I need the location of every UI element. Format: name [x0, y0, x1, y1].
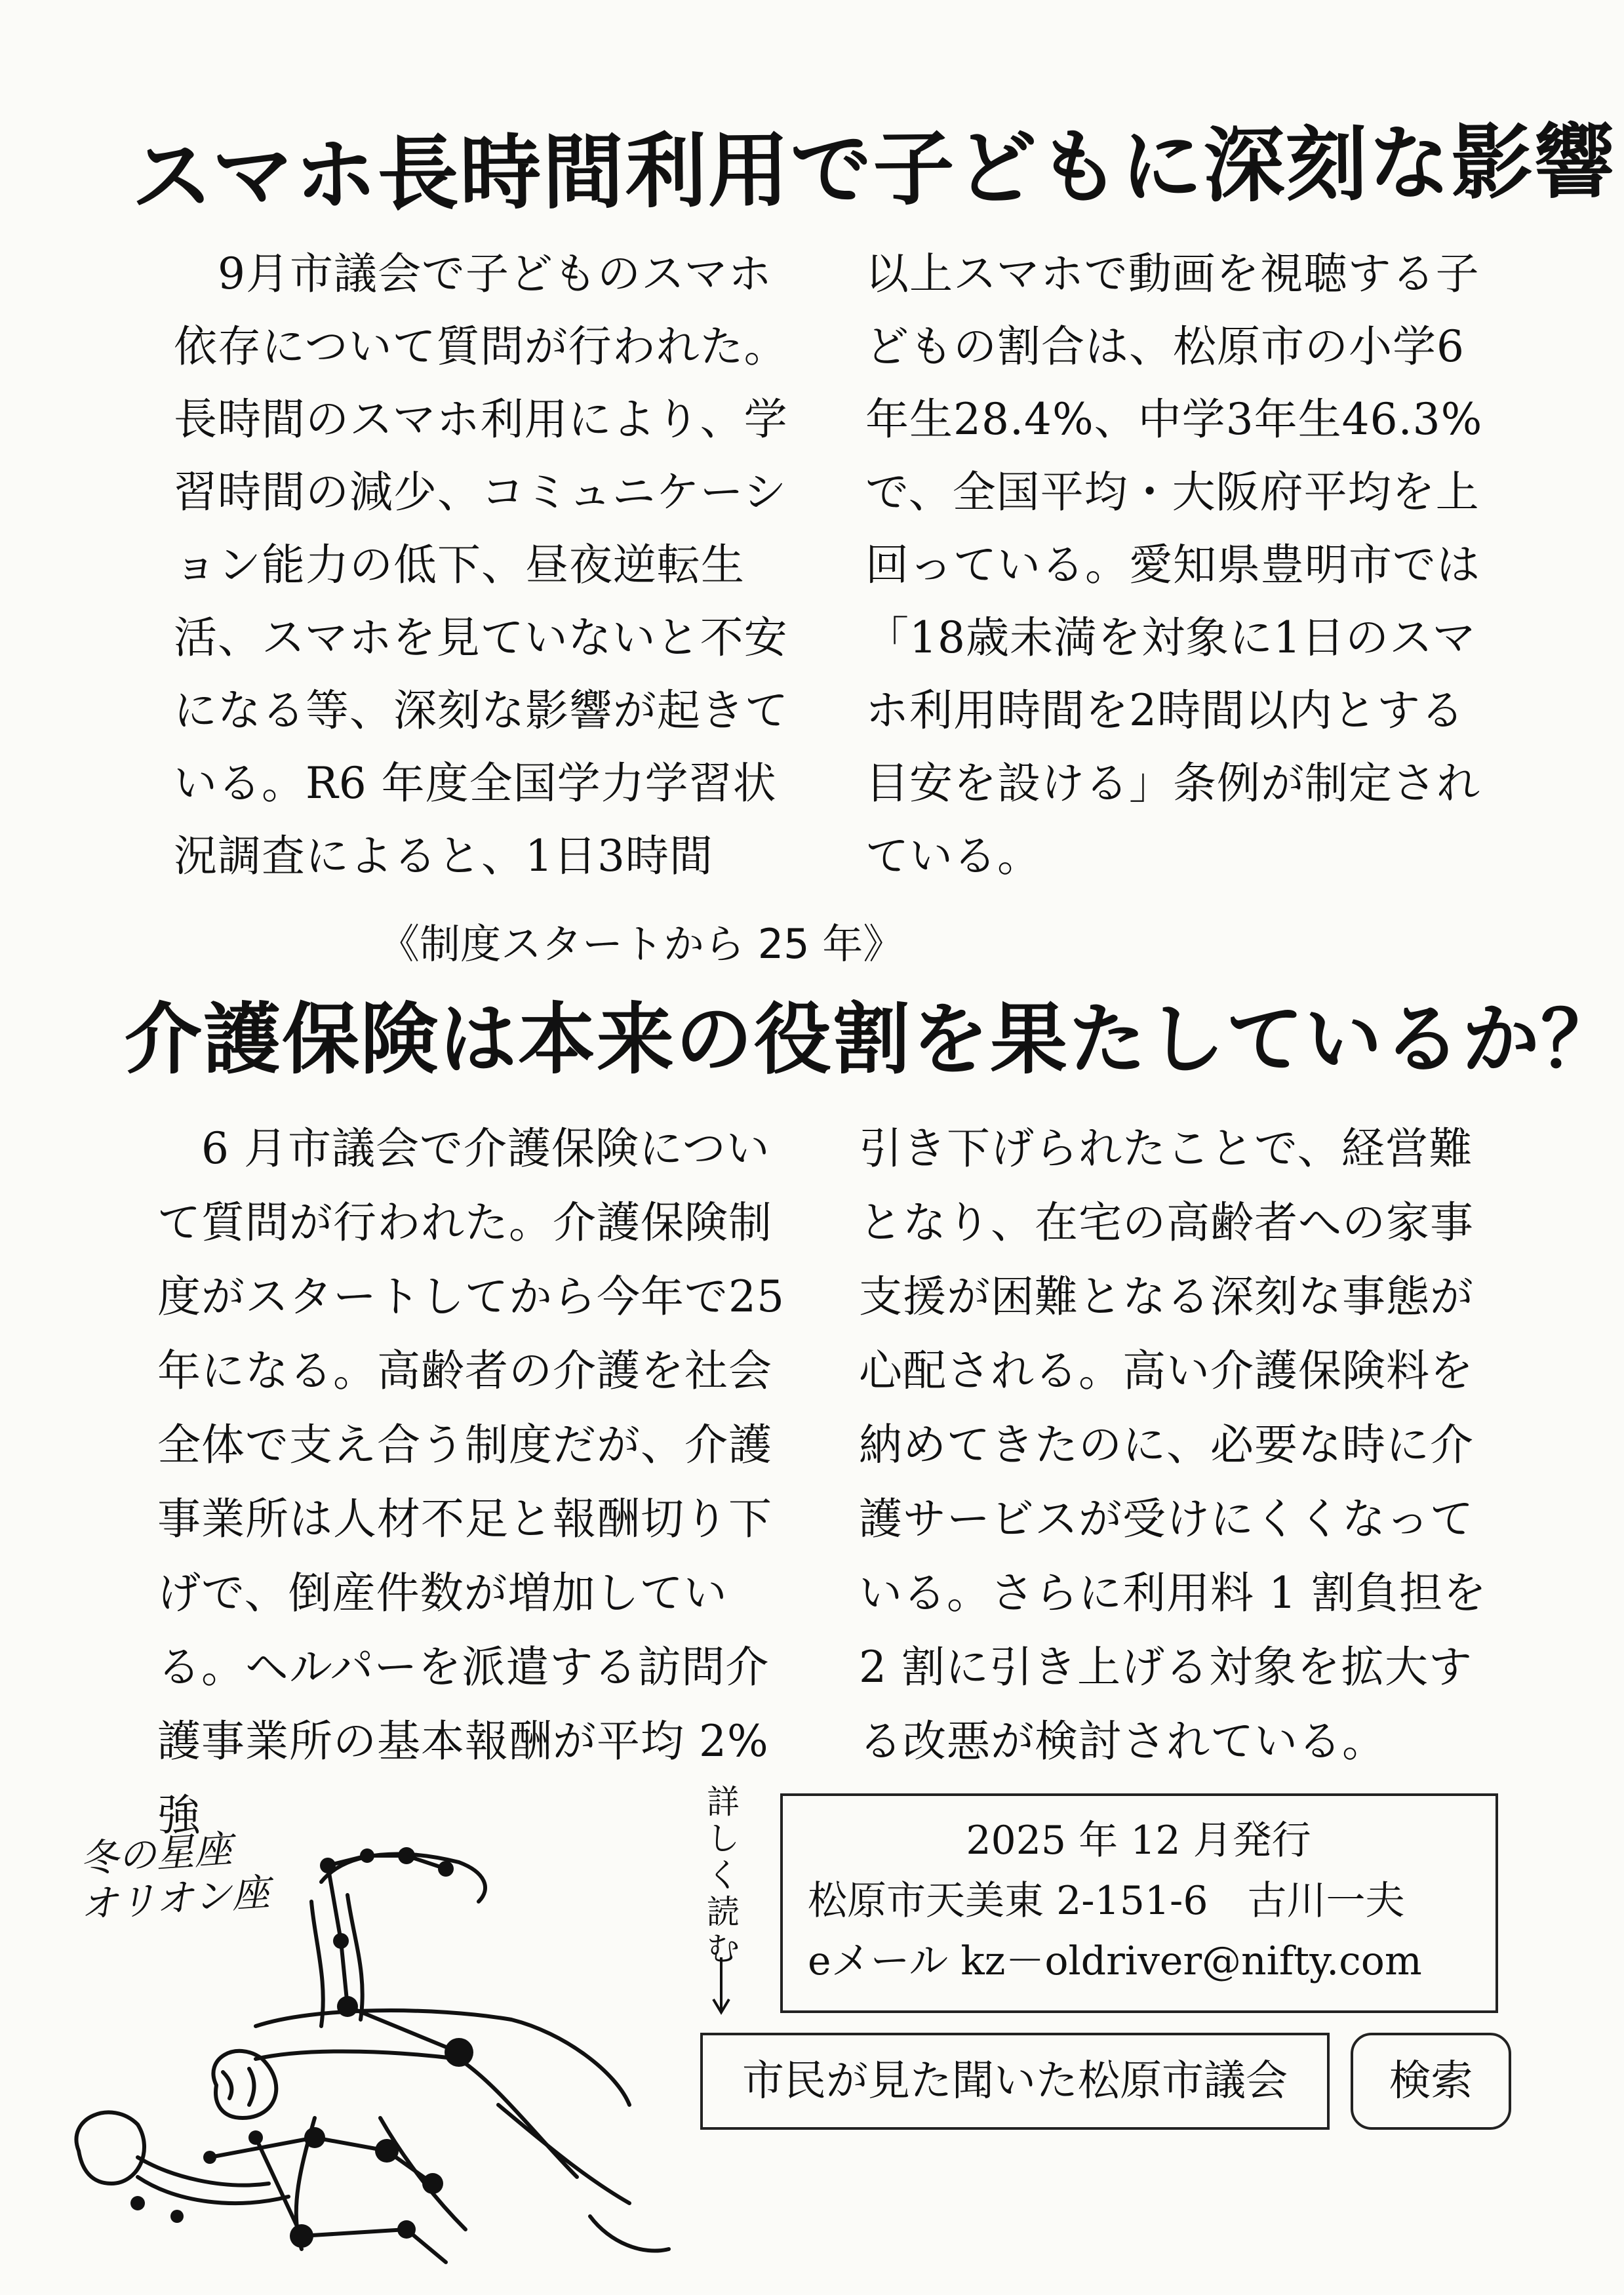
publisher-email: eメール kz－oldriver@nifty.com — [808, 1938, 1422, 1984]
constellation-caption-line2: オリオン座 — [78, 1869, 271, 1928]
article1-paragraph-left: 9月市議会で子どものスマホ依存について質問が行われた。長時間のスマホ利用により、学習時間の減少、コミュニケーション能力の低下、昼夜逆転生活、スマホを見ていないと不安になる等、深刻な影響が起きている。R6 年度全国学力学習状況調査によると、1日3時間 — [174, 249, 789, 881]
search-button: 検索 — [1351, 2033, 1511, 2130]
article2-paragraph-left: 6 月市議会で介護保険について質問が行われた。介護保険制度がスタートしてから今年で25年になる。高齢者の介護を社会全体で支え合う制度だが、介護事業所は人材不足と報酬切り下げで、倒産件数が増加している。ヘルパーを派遣する訪問介護事業所の基本報酬が平均 2%強 — [157, 1123, 785, 1841]
search-query-box: 市民が見た聞いた松原市議会 — [700, 2033, 1330, 2130]
article2-title: 介護保険は本来の役割を果たしているか？ — [125, 994, 1620, 1085]
publisher-info-box — [780, 1793, 1498, 2013]
down-arrow-icon — [708, 1957, 734, 2016]
read-more-label — [700, 1784, 746, 1967]
article2-column-left — [157, 1111, 787, 1852]
article1-paragraph-right: 以上スマホで動画を視聴する子どもの割合は、松原市の小学6年生28.4%、中学3年生46.3%で、全国平均・大阪府平均を上回っている。愛知県豊明市では「18歳未満を対象に1日のスマホ利用時間を2時間以内とする目安を設ける」条例が制定されている。 — [865, 249, 1483, 881]
article1-title: スマホ長時間利用で子どもに深刻な影響 — [130, 115, 1617, 225]
read-more-char: 詳 — [707, 1783, 740, 1821]
read-more-char: 読 — [707, 1893, 740, 1931]
read-more-char: む — [707, 1930, 740, 1968]
article1-column-right — [865, 237, 1495, 892]
publisher-address: 松原市天美東 2-151-6 古川一夫 — [808, 1878, 1405, 1924]
article2-column-right — [859, 1111, 1488, 1778]
publication-date: 2025 年 12 月発行 — [966, 1818, 1311, 1864]
article1-column-left — [174, 237, 803, 892]
article2-subtitle: 《制度スタートから 25 年》 — [379, 920, 904, 968]
read-more-char: し — [707, 1820, 740, 1858]
orion-constellation-icon — [39, 1810, 695, 2269]
article2-paragraph-right: 引き下げられたことで、経営難となり、在宅の高齢者への家事支援が困難となる深刻な事態が心配される。高い介護保険料を納めてきたのに、必要な時に介護サービスが受けにくくなっている。さらに利用料 1 割負担を 2 割に引き上げる対象を拡大する改悪が検討されている。 — [859, 1123, 1487, 1766]
read-more-char: く — [707, 1856, 740, 1894]
constellation-caption-line1: 冬の星座 — [78, 1826, 234, 1882]
